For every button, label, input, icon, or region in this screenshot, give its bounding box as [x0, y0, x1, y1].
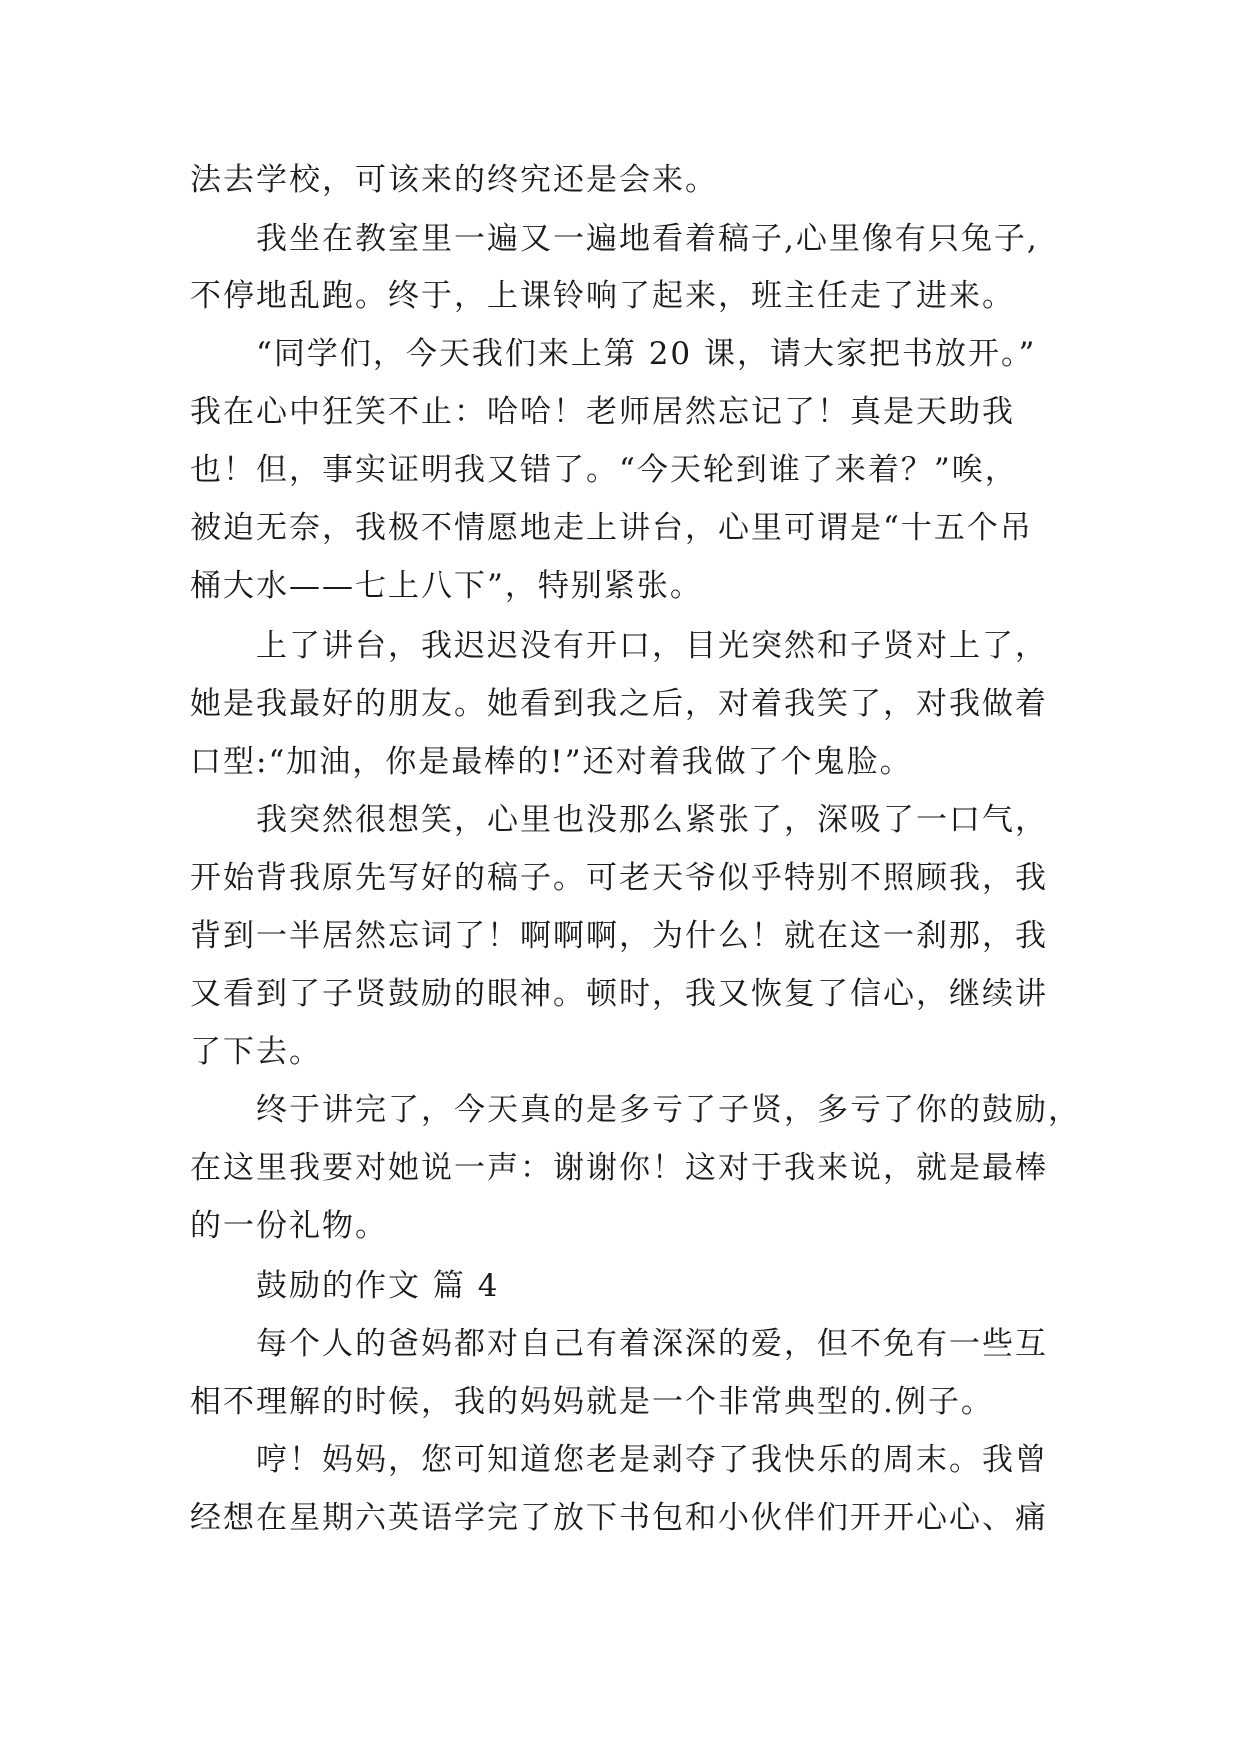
text-line: 开始背我原先写好的稿子。可老天爷似乎特别不照顾我，我 [190, 860, 1048, 896]
text-line: 相不理解的时候，我的妈妈就是一个非常典型的.例子。 [190, 1384, 994, 1420]
text-line: 她是我最好的朋友。她看到我之后，对着我笑了，对我做着 [190, 686, 1048, 722]
text-line: 不停地乱跑。终于，上课铃响了起来，班主任走了进来。 [190, 278, 1015, 314]
text-line: 了下去。 [190, 1034, 322, 1070]
text-line: 背到一半居然忘词了！啊啊啊，为什么！就在这一刹那，我 [190, 918, 1048, 954]
text-line: 又看到了子贤鼓励的眼神。顿时，我又恢复了信心，继续讲 [190, 976, 1048, 1012]
text-line: “同学们，今天我们来上第 20 课，请大家把书放开。” [256, 336, 1037, 372]
text-line: 每个人的爸妈都对自己有着深深的爱，但不免有一些互 [256, 1326, 1048, 1362]
text-line: 终于讲完了，今天真的是多亏了子贤，多亏了你的鼓励， [256, 1092, 1081, 1128]
text-line: 我突然很想笑，心里也没那么紧张了，深吸了一口气， [256, 802, 1048, 838]
text-line: 桶大水——七上八下”，特别紧张。 [190, 568, 703, 604]
text-line: 我坐在教室里一遍又一遍地看着稿子,心里像有只兔子, [256, 221, 1039, 257]
text-line: 被迫无奈，我极不情愿地走上讲台，心里可谓是“十五个吊 [190, 510, 1033, 546]
text-line: 上了讲台，我迟迟没有开口，目光突然和子贤对上了， [256, 628, 1048, 664]
text-line: 经想在星期六英语学完了放下书包和小伙伴们开开心心、痛 [190, 1500, 1048, 1536]
text-line: 我在心中狂笑不止：哈哈！老师居然忘记了！真是天助我 [190, 394, 1015, 430]
text-line: 的一份礼物。 [190, 1208, 388, 1244]
text-line: 法去学校，可该来的终究还是会来。 [190, 162, 718, 198]
text-line: 口型:“加油，你是最棒的!”还对着我做了个鬼脸。 [190, 744, 913, 780]
text-line: 哼！妈妈，您可知道您老是剥夺了我快乐的周末。我曾 [256, 1442, 1048, 1478]
text-line: 也！但，事实证明我又错了。“今天轮到谁了来着？”唉， [190, 452, 1018, 488]
text-line: 在这里我要对她说一声：谢谢你！这对于我来说，就是最棒 [190, 1150, 1048, 1186]
section-heading: 鼓励的作文 篇 4 [256, 1268, 500, 1304]
